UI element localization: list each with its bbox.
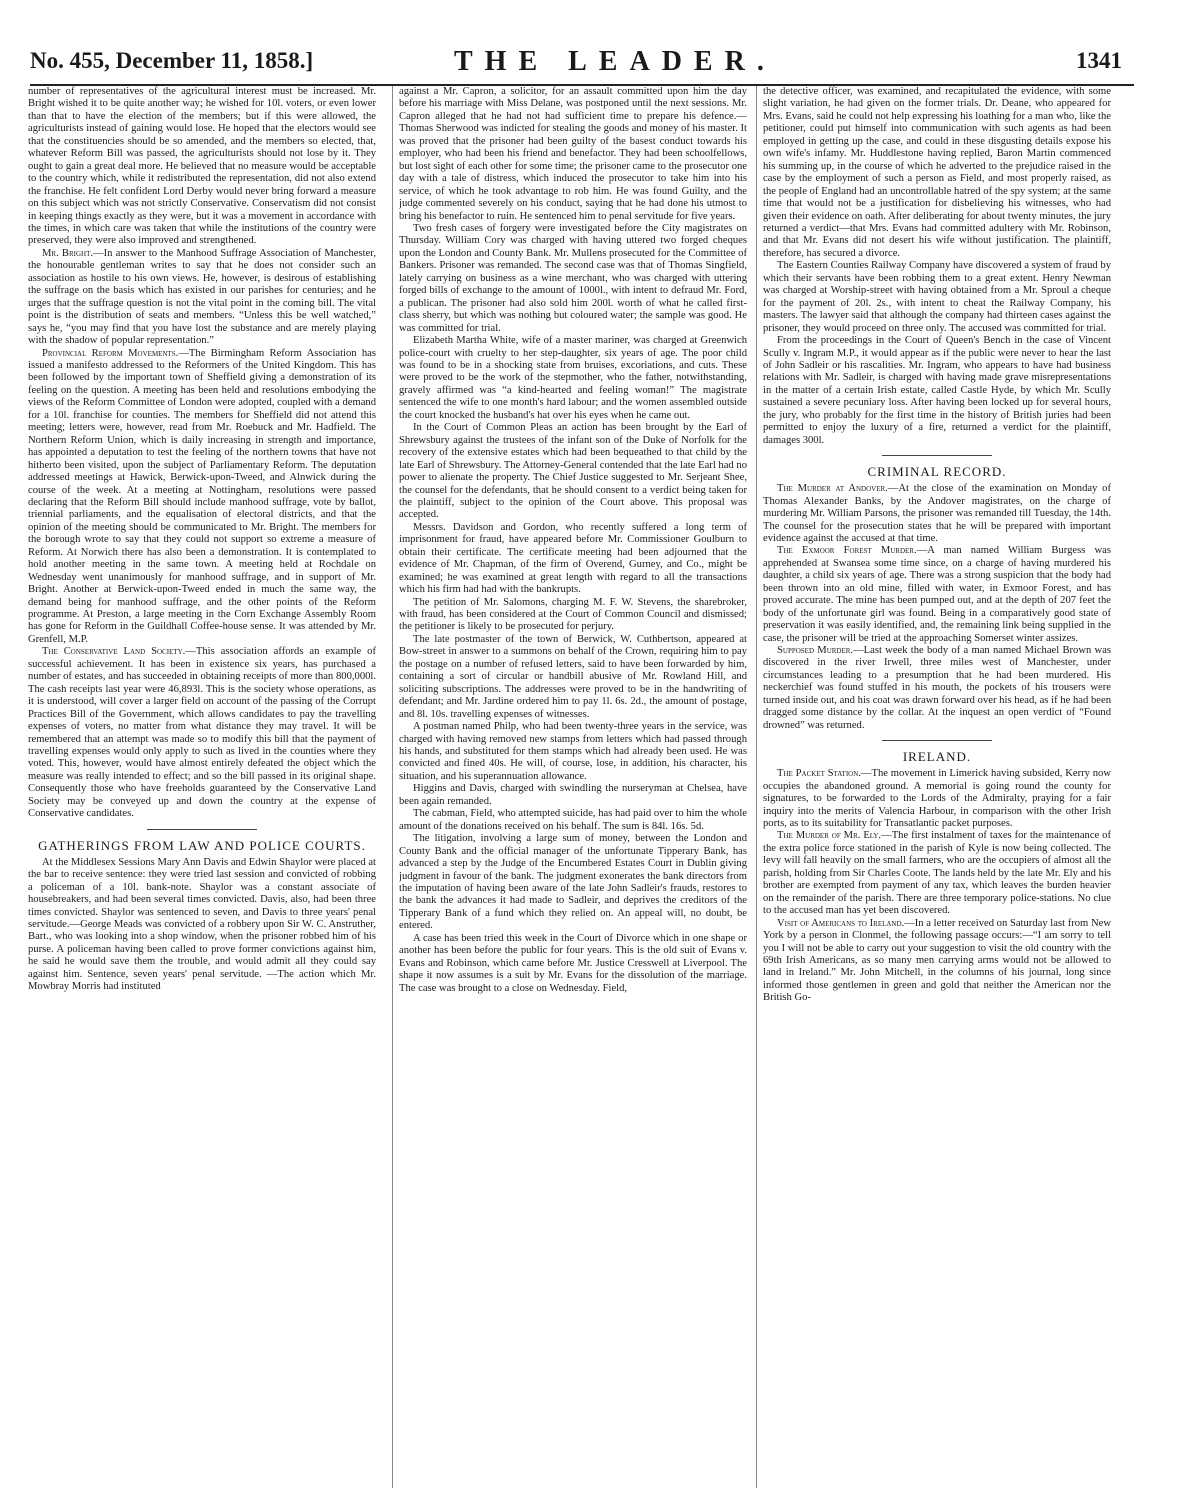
section-rule [882, 455, 992, 456]
article-paragraph: against a Mr. Capron, a solicitor, for an assault committed upon him the day before his marriage with Miss Delane, was postponed until the next sessions. Mr. Capron alleged that he had not had sufficient time to prepare his defence.—Thomas Sherwood was indicted for stealing the goods and money of his master. It was proved that the prisoner had been guilty of the basest conduct towards his employer, who had been his friend and benefactor. They had been schoolfellows, but lost sight of each other for some time; the prisoner came to the prosecutor one day with a tale of distress, which induced the prosecutor to take him into his service, of which he took advantage to rob him. He was found Guilty, and the judge commented severely on his conduct, saying that he had done his utmost to bring his benefactor to ruin. He sentenced him to penal servitude for five years. [399, 86, 747, 222]
paragraph-lead: The Murder of Mr. Ely. [777, 830, 882, 842]
paragraph-text: —At the close of the examination on Monday of Thomas Alexander Banks, by the Andover magistrates, on the charge of murdering Mr. William Parsons, the prisoner was remanded till Tuesday, the 14th. The counsel for the prosecution states that he will be prepared with important evidence against the accused at that time. [763, 483, 1111, 544]
paragraph-lead: The Packet Station. [777, 768, 861, 780]
paragraph-text: —This association affords an example of successful achievement. It has been in existence six years, has purchased a number of estates, and has succeeded in obtaining receipts of more than 800,000l. The cash receipts last year were 46,893l. This is the society whose operations, as it is understood, will cover a larger field on account of the passing of the Corrupt Practices Bill of the Government, which allows candidates to pay the travelling expenses of voters, no matter from what distance they may travel. It will be remembered that an attempt was made so to modify this bill that the payment of travelling expenses would only apply to such as lived in the counties where they voted. This, however, would have almost entirely defeated the object which the measure was really intended to effect; and so the bill passed in its original shape. Consequently those who have freeholds guaranteed by the Conservative Land Society may be conveyed up and down the country at the expense of Conservative candidates. [28, 646, 376, 820]
article-paragraph [763, 918, 1111, 1005]
article-paragraph: A case has been tried this week in the Court of Divorce which in one shape or another has been before the public for four years. This is the old suit of Evans v. Evans and Robinson, which came before Mr. Justice Cresswell at Liverpool. The shape it now assumes is a suit by Mr. Evans for the dissolution of the marriage. The case was brought to a close on Wednesday. Field, [399, 932, 747, 994]
paragraph-text: —In answer to the Manhood Suffrage Association of Manchester, the honourable gentleman writes to say that he does not consider such an association as hostile to his own views. He, however, is desirous of establishing the suffrage on the basis which has existed in our parishes for centuries; and he urges that the suffrage question is not the vital point in the coming bill. The vital point is the distribution of seats and members. “Unless this be well watched,” says he, “you may find that you have lost the substance and are merely playing with the shadow of popular representation.” [28, 247, 376, 347]
section-heading: IRELAND. [902, 749, 972, 765]
column-divider [392, 86, 393, 1488]
paragraph-lead: Supposed Murder. [777, 645, 854, 657]
paragraph-lead: Mr. Bright. [42, 247, 94, 259]
paragraph-lead: The Murder at Andover. [777, 483, 888, 495]
article-paragraph: number of representatives of the agricultural interest must be increased. Mr. Bright wished it to be quite another way; he wished for 10l. voters, or even lower than that to have the election of the members; but if this were allowed, the agriculturists instead of gaining would lose. He hoped that the electors would see that the constituencies should be so amended, and the members so elected, that, whatever Reform Bill was passed, the agriculturists should not lose by it. They ought to gain a great deal more. He believed that no measure would be acceptable to the country which, while it redistributed the representation, did not also extend the franchise. He felt confident Lord Derby would never bring forward a measure on this subject which was not strictly Conservative. Conservatism did not consist in keeping things exactly as they were, but it was a movement in accordance with the times, in which care was taken that while the institutions of the country were preserved, they were also improved and strengthened. [28, 86, 376, 247]
article-paragraph: The cabman, Field, who attempted suicide, has had paid over to him the whole amount of the donations received on his behalf. The sum is 84l. 16s. 5d. [399, 808, 747, 832]
article-paragraph [763, 483, 1111, 545]
newspaper-title: THE LEADER. [454, 46, 776, 77]
article-paragraph: The litigation, involving a large sum of money, between the London and County Bank and the official manager of the unfortunate Tipperary Bank, has advanced a step by the Judge of the Encumbered Estates Court in Dublin giving judgment in favour of the bank. The judgment exonerates the bank directors from the imputation of having been aware of the late John Sadleir's frauds, restores to the bank the advances it had made to Sadleir, and deprives the creditors of the Tipperary Bank of a fund which they relied on. An appeal will, no doubt, be entered. [399, 833, 747, 932]
paragraph-text: —A man named William Burgess was apprehended at Swansea some time since, on a charge of having murdered his daughter, a child six years of age. There was a strong suspicion that the body had been thrown into an old mine, filled with water, in Exmoor Forest, and has proved accurate. The mine has been pumped out, and at the depth of 207 feet the body of the unfortunate girl was found. Being in a comparatively good state of preservation it was easily identified, and, the remaining link being supplied in the case, the prisoner will be tried at the approaching Somerset winter assizes. [763, 545, 1111, 644]
column-2 [399, 86, 747, 1491]
paragraph-lead: The Conservative Land Society. [42, 646, 186, 658]
article-paragraph: A postman named Philp, who had been twenty-three years in the service, was charged with having removed new stamps from letters which had passed through his hands, and substituted for them stamps which had already been used. He was convicted and fined 40s. He will, of course, lose, in addition, his character, his situation, and his superannuation allowance. [399, 721, 747, 782]
column-1 [28, 86, 376, 1491]
article-paragraph: the detective officer, was examined, and recapitulated the evidence, with some slight variation, he had given on the former trials. Dr. Deane, who appeared for Mrs. Evans, said he could not help expressing his loathing for a man who, like the petitioner, could put himself into communication with such agents as had been employed in getting up the case, and could in these disgusting details expose his own wife's infamy. Mr. Huddlestone having replied, Baron Martin commenced his summing up, in the course of which he adverted to the prejudice raised in the case by the employment of such a person as Field, and most properly raised, as the people of England had an uncontrollable hatred of the spy system; at the same time that would not be a justification for disbelieving his witnesses, who had given their evidence on oath. After deliberating for about twenty minutes, the jury returned a verdict—that Mrs. Evans had committed adultery with Mr. Robinson, and that Mr. Evans did not desert his wife without justification. The plaintiff, therefore, has secured a divorce. [763, 86, 1111, 259]
article-paragraph [763, 545, 1111, 645]
article-paragraph: The late postmaster of the town of Berwick, W. Cuthbertson, appeared at Bow-street in answer to a summons on behalf of the Crown, requiring him to pay the postage on a number of refused letters, said to have been forwarded by him, containing a sort of circular or handbill abusive of Mr. Rowland Hill, and soliciting subscriptions. The addresses were proved to be in the handwriting of defendant; and Mr. Jardine ordered him to pay 1l. 6s. 2d., the amount of postage, and 8l. 10s. travelling expenses of witnesses. [399, 633, 747, 720]
article-paragraph [763, 830, 1111, 917]
article-paragraph: Two fresh cases of forgery were investigated before the City magistrates on Thursday. William Cory was charged with having uttered two forged cheques upon the London and County Bank. Mr. Mullens prosecuted for the Committee of Bankers. Prisoner was remanded. The second case was that of Thomas Singfield, lately carrying on business as a wine merchant, who was charged with uttering forged bills of exchange to the amount of 1000l., with intent to defraud Mr. Ford, a publican. The prisoner had also sold him 200l. worth of what he called first-class sherry, but which was nothing but coloured water; the sample was good. He was committed for trial. [399, 222, 747, 334]
section-heading: CRIMINAL RECORD. [867, 464, 1007, 480]
article-paragraph [28, 248, 376, 348]
paragraph-text: —Last week the body of a man named Michael Brown was discovered in the river Irwell, three miles west of Manchester, under circumstances leading to a presumption that he had been murdered. His neckerchief was found stuffed in his mouth, the pockets of his trousers were turned inside out, and his coat was drawn forward over his head, as if he had been dragged some distance by the collar. At the inquest an open verdict of “Found drowned” was returned. [763, 645, 1111, 731]
section-heading: GATHERINGS FROM LAW AND POLICE COURTS. [38, 837, 366, 853]
article-paragraph: In the Court of Common Pleas an action has been brought by the Earl of Shrewsbury against the trustees of the infant son of the Duke of Norfolk for the recovery of the extensive estates which had been bequeathed to that child by the late Earl of Shrewsbury. The Attorney-General contended that the late Earl had no power to alienate the property. The Chief Justice suggested to Mr. Serjeant Shee, the counsel for the defendants, that he should consent to a verdict being taken for the plaintiff, subject to the opinion of the Court above. This proposal was accepted. [399, 422, 747, 521]
article-paragraph [28, 646, 376, 820]
paragraph-text: —The Birmingham Reform Association has issued a manifesto addressed to the Reformers of the United Kingdom. This has been followed by the important town of Sheffield giving a demonstration of its feeling on the question. A meeting has been held and resolutions embodying the views of the Reform Committee of London were adopted, coupled with a demand for a 10l. franchise for counties. The members for Sheffield did not attend this meeting; letters were, however, read from Mr. Roebuck and Mr. Hadfield. The Northern Reform Union, which is daily increasing in strength and importance, has appointed a deputation to test the feeling of the northern towns that have not hitherto been visited, upon the subject of Parliamentary Reform. The deputation addressed meetings at Hawick, Berwick-upon-Tweed, and Alnwick during the course of the week. At a meeting at Nottingham, resolutions were passed declaring that the Reform Bill should include manhood suffrage, vote by ballot, triennial parliaments, and the equalisation of electoral districts, and that the opinion of the meeting should be communicated to Mr. Bright. The members for the borough wrote to say that they could not support so extreme a measure of Reform. At Norwich there has also been a demonstration. It is contemplated to hold another meeting in the same town. A meeting held at Rochdale on Wednesday went unanimously for manhood suffrage, and in support of Mr. Bright. Another at Berwick-upon-Tweed ended in much the same way, the demand being for manhood suffrage, and the other points of the Reform programme. At Preston, a large meeting in the Corn Exchange Assembly Room has gone for Reform in the Guildhall Coffee-house sense. It was attended by Mr. Grenfell, M.P. [28, 347, 376, 645]
article-paragraph: The Eastern Counties Railway Company have discovered a system of fraud by which their servants have been robbing them to a great extent. Henry Newman was charged at Worship-street with having obtained from a Mr. Sproul a cheque for the payment of 20l. 2s., with intent to cheat the Railway Company, his masters. The lawyer said that although the company had thirteen cases against the prisoner, they would proceed on three only. The accused was committed for trial. [763, 260, 1111, 334]
article-paragraph: Messrs. Davidson and Gordon, who recently suffered a long term of imprisonment for fraud, have appeared before Mr. Commissioner Goulburn to obtain their certificate. The certificate meeting had been adjourned that the evidence of Mr. Chapman, of the firm of Overend, Gurney, and Co., might be examined; he was examined at great length with regard to all the transactions which his firm had had with the bankrupts. [399, 521, 747, 596]
section-rule [882, 740, 992, 741]
article-paragraph [763, 768, 1111, 830]
page-number: 1341 [1076, 48, 1122, 73]
paragraph-lead: Provincial Reform Movements. [42, 347, 179, 359]
article-paragraph: From the proceedings in the Court of Queen's Bench in the case of Vincent Scully v. Ingram M.P., it would appear as if the public were never to hear the last of John Sadleir or his rascalities. Mr. Ingram, who appears to have had business relations with Mr. Sadleir, is charged with having made grave misrepresentations in the matter of a certain Irish estate, called Castle Hyde, by which Mr. Scully sustained a severe pecuniary loss. After having been locked up for several hours, the jury, who probably for the first time in the history of British juries had been permitted to enjoy the luxury of a fire, returned a verdict for the plaintiff, damages 300l. [763, 335, 1111, 446]
article-paragraph [763, 645, 1111, 732]
paragraph-text: —The first instalment of taxes for the maintenance of the extra police force stationed in the parish of Kyle is now being collected. The levy will fall heavily on the small farmers, who are the occupiers of almost all the parish, holding from Sir Charles Coote. The lands held by the late Mr. Ely and his brother are exempted from payment of any tax, which leaves the burden heavier on the remainder of the parish. There are three temporary police-stations. No clue to the accused man has yet been discovered. [763, 830, 1111, 917]
column-3 [763, 86, 1111, 1491]
paragraph-lead: The Exmoor Forest Murder. [777, 545, 917, 557]
issue-date: No. 455, December 11, 1858.] [30, 48, 314, 73]
article-paragraph: At the Middlesex Sessions Mary Ann Davis and Edwin Shaylor were placed at the bar to receive sentence: they were tried last session and convicted of robbing a policeman of a 10l. bank-note. Shaylor was a constant associate of housebreakers, and had been several times convicted. Davis, also, had been three times convicted. Shaylor was sentenced to seven, and Davis to three years' penal servitude.—George Meads was convicted of a robbery upon Sir W. C. Anstruther, Bart., who was looking into a shop window, when the prisoner robbed him of his purse. A policeman having been called to prove former convictions against him, he said he would save them the trouble, and would admit all they could say against him. Sentence, seven years' penal servitude. —The action which Mr. Mowbray Morris had instituted [28, 856, 376, 993]
article-paragraph: Elizabeth Martha White, wife of a master mariner, was charged at Greenwich police-court with cruelty to her step-daughter, six years of age. The poor child was found to be in a shocking state from bruises, excoriations, and cuts. These were proved to be the work of the stepmother, who the father, notwithstanding, gravely affirmed was “a kind-hearted and feeling woman!” The magistrate sentenced the wife to one month's hard labour; and the women assembled outside the court knocked the husband's hat over his eyes when he came out. [399, 335, 747, 421]
masthead [24, 40, 1134, 80]
section-rule [147, 829, 257, 830]
article-paragraph [28, 348, 376, 647]
paragraph-lead: Visit of Americans to Ireland. [777, 917, 905, 929]
column-divider [756, 86, 757, 1488]
article-paragraph: Higgins and Davis, charged with swindling the nurseryman at Chelsea, have been again remanded. [399, 783, 747, 807]
paragraph-text: —The movement in Limerick having subsided, Kerry now occupies the abandoned ground. A memorial is going round the county for signatures, to be forwarded to the Lords of the Admiralty, praying for a fair inquiry into the merits of Valencia Harbour, in comparison with the other Irish ports, as to its suitability for Transatlantic packet purposes. [763, 768, 1111, 830]
article-paragraph: The petition of Mr. Salomons, charging M. F. W. Stevens, the sharebroker, with fraud, has been considered at the Court of Common Council and dismissed; the petitioner is likely to be prosecuted for perjury. [399, 596, 747, 633]
paragraph-text: —In a letter received on Saturday last from New York by a person in Clonmel, the following passage occurs:—“I am sorry to tell you I will not be able to carry out your suggestion to visit the old country with the 69th Irish Americans, as so many men carrying arms would not be allowed to land in Ireland.” Mr. John Mitchell, in the columns of his journal, long since informed those gentlemen in green and gold that neither the American nor the British Go- [763, 917, 1111, 1004]
